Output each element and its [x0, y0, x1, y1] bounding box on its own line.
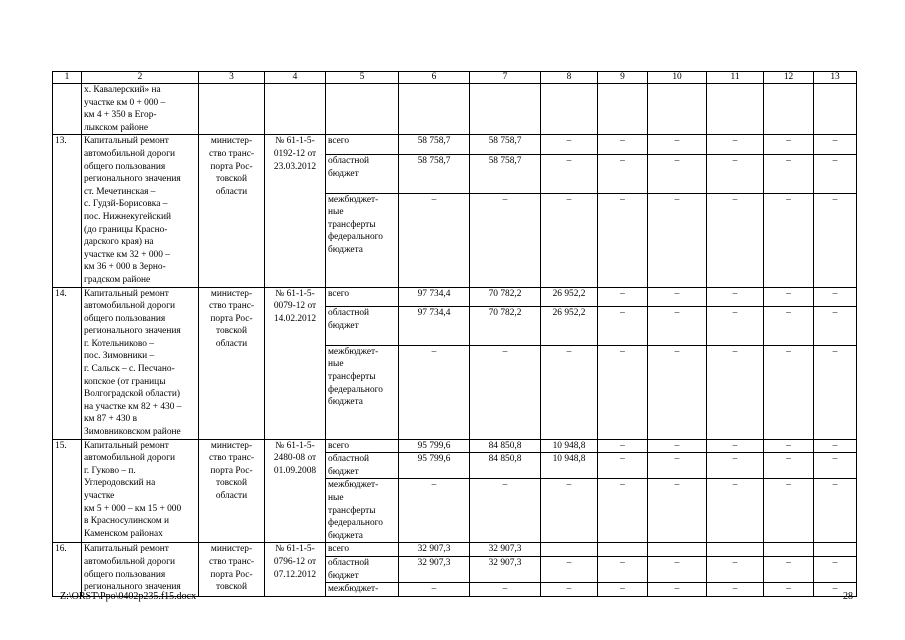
amount-cell: 84 850,8 [470, 439, 541, 453]
cell-empty [265, 84, 326, 135]
amount-cell: – [707, 453, 764, 479]
amount-cell: – [814, 135, 857, 155]
table-row [53, 287, 857, 307]
amount-cell: – [598, 479, 648, 543]
amount-cell: – [399, 345, 470, 439]
funding-source: областной бюджет [326, 155, 399, 193]
amount-cell: – [764, 155, 814, 193]
amount-cell: – [541, 135, 598, 155]
amount-cell: – [707, 556, 764, 582]
amount-cell: – [541, 583, 598, 597]
funding-source: межбюджет- ные трансферты федерального бюджета [326, 345, 399, 439]
cell-empty [648, 84, 707, 135]
amount-cell: – [598, 345, 648, 439]
cell-empty [199, 84, 265, 135]
table-row [53, 135, 857, 155]
funding-source: всего [326, 287, 399, 307]
amount-cell [764, 543, 814, 557]
amount-cell: – [648, 439, 707, 453]
col-header: 4 [265, 72, 326, 84]
amount-cell: – [648, 453, 707, 479]
cell-empty [399, 84, 470, 135]
row-number: 14. [53, 287, 82, 439]
amount-cell: – [598, 453, 648, 479]
table-body [53, 72, 857, 597]
amount-cell [814, 543, 857, 557]
amount-cell: – [814, 287, 857, 307]
file-path: Z:\ORST\Ppo\0402p235.f15.docx [60, 591, 197, 602]
row-number: 15. [53, 439, 82, 543]
amount-cell: – [814, 556, 857, 582]
amount-cell: – [541, 155, 598, 193]
amount-cell: 58 758,7 [399, 155, 470, 193]
funding-source: областной бюджет [326, 556, 399, 582]
amount-cell: – [814, 453, 857, 479]
amount-cell: – [764, 193, 814, 287]
col-header: 7 [470, 72, 541, 84]
amount-cell: – [764, 556, 814, 582]
amount-cell: – [648, 479, 707, 543]
amount-cell: – [648, 155, 707, 193]
amount-cell: – [470, 345, 541, 439]
amount-cell: – [814, 439, 857, 453]
funding-source: межбюджет- [326, 583, 399, 597]
amount-cell: – [814, 307, 857, 345]
amount-cell: – [648, 135, 707, 155]
amount-cell: – [598, 287, 648, 307]
customer: министер- ство транс- порта Рос- товской области [199, 287, 265, 439]
amount-cell: 58 758,7 [470, 135, 541, 155]
amount-cell: 26 952,2 [541, 307, 598, 345]
amount-cell: – [707, 307, 764, 345]
col-header: 3 [199, 72, 265, 84]
amount-cell: – [707, 287, 764, 307]
amount-cell: 95 799,6 [399, 453, 470, 479]
cell-object-name: х. Кавалерский» на участке км 0 + 000 – км 4 + 350 в Егор- лыкском районе [82, 84, 199, 135]
funding-source: всего [326, 543, 399, 557]
col-header: 13 [814, 72, 857, 84]
amount-cell: – [707, 439, 764, 453]
object-name: Капитальный ремонт автомобильной дороги общего пользования регионального значения ст. Мечетинская – с. Гудзй-Борисовка – пос. Нижнекугейский (до границы Красно- дарского края) на участке км 32 + 000 – км 36 + 000 в Зерно- градском районе [82, 135, 199, 287]
amount-cell [541, 543, 598, 557]
amount-cell: 84 850,8 [470, 453, 541, 479]
cell-empty [326, 84, 399, 135]
col-header: 12 [764, 72, 814, 84]
col-header: 9 [598, 72, 648, 84]
amount-cell: – [541, 479, 598, 543]
col-header: 6 [399, 72, 470, 84]
funding-source: областной бюджет [326, 307, 399, 345]
amount-cell: – [764, 287, 814, 307]
funding-source: межбюджет- ные трансферты федерального бюджета [326, 479, 399, 543]
amount-cell: – [648, 287, 707, 307]
amount-cell: 10 948,8 [541, 439, 598, 453]
amount-cell: – [648, 307, 707, 345]
customer: министер- ство транс- порта Рос- товской области [199, 135, 265, 287]
funding-source: межбюджет- ные трансферты федерального бюджета [326, 193, 399, 287]
amount-cell: – [648, 583, 707, 597]
funding-source: областной бюджет [326, 453, 399, 479]
approval-document: № 61-1-5- 0796-12 от 07.12.2012 [265, 543, 326, 596]
continuation-row [53, 84, 857, 135]
col-header: 5 [326, 72, 399, 84]
amount-cell: 32 907,3 [470, 556, 541, 582]
amount-cell: – [764, 583, 814, 597]
object-name: Капитальный ремонт автомобильной дороги г. Гуково – п. Углеродовский на участке км 5 + 000 – км 15 + 000 в Красносулинском и Каменском районах [82, 439, 199, 543]
amount-cell: – [764, 439, 814, 453]
amount-cell: – [764, 307, 814, 345]
amount-cell: – [707, 583, 764, 597]
cell-empty [541, 84, 598, 135]
col-header: 2 [82, 72, 199, 84]
amount-cell [707, 543, 764, 557]
amount-cell: – [648, 193, 707, 287]
amount-cell: – [764, 135, 814, 155]
approval-document: № 61-1-5- 2480-08 от 01.09.2008 [265, 439, 326, 543]
object-name: Капитальный ремонт автомобильной дороги общего пользования регионального значения г. Котельниково – пос. Зимовники – г. Сальск – с. Песчано- копское (от границы Волгоградской области) на участке км 82 + 430 – км 87 + 430 в Зимовниковском районе [82, 287, 199, 439]
amount-cell: 97 734,4 [399, 307, 470, 345]
amount-cell: – [707, 479, 764, 543]
amount-cell: 58 758,7 [399, 135, 470, 155]
amount-cell: – [598, 583, 648, 597]
amount-cell: – [598, 135, 648, 155]
amount-cell: – [648, 345, 707, 439]
amount-cell: 32 907,3 [399, 556, 470, 582]
amount-cell [648, 543, 707, 557]
funding-source: всего [326, 439, 399, 453]
amount-cell: – [598, 556, 648, 582]
amount-cell: 32 907,3 [470, 543, 541, 557]
amount-cell: – [814, 345, 857, 439]
amount-cell: 10 948,8 [541, 453, 598, 479]
amount-cell: 58 758,7 [470, 155, 541, 193]
budget-table [52, 71, 857, 597]
amount-cell: – [814, 583, 857, 597]
amount-cell: – [598, 155, 648, 193]
amount-cell: – [541, 345, 598, 439]
approval-document: № 61-1-5- 0192-12 от 23.03.2012 [265, 135, 326, 287]
cell-empty [598, 84, 648, 135]
amount-cell: – [814, 193, 857, 287]
amount-cell: 95 799,6 [399, 439, 470, 453]
col-header: 10 [648, 72, 707, 84]
amount-cell: – [541, 556, 598, 582]
table-row [53, 439, 857, 453]
col-header: 11 [707, 72, 764, 84]
amount-cell [598, 543, 648, 557]
amount-cell: – [598, 307, 648, 345]
amount-cell: 26 952,2 [541, 287, 598, 307]
cell-empty [764, 84, 814, 135]
amount-cell: – [707, 155, 764, 193]
amount-cell: – [707, 345, 764, 439]
cell-empty [707, 84, 764, 135]
table-row [53, 543, 857, 557]
amount-cell: – [470, 479, 541, 543]
amount-cell: – [814, 155, 857, 193]
object-name: Капитальный ремонт автомобильной дороги общего пользования регионального значения [82, 543, 199, 596]
cell-empty [814, 84, 857, 135]
cell-num [53, 84, 82, 135]
cell-empty [470, 84, 541, 135]
amount-cell: – [399, 479, 470, 543]
amount-cell: – [764, 345, 814, 439]
row-number: 13. [53, 135, 82, 287]
page-number: 28 [843, 591, 853, 602]
amount-cell: – [470, 193, 541, 287]
column-number-row [53, 72, 857, 84]
amount-cell: – [399, 583, 470, 597]
amount-cell: – [598, 439, 648, 453]
amount-cell: – [598, 193, 648, 287]
amount-cell: – [470, 583, 541, 597]
amount-cell: 70 782,2 [470, 287, 541, 307]
amount-cell: 97 734,4 [399, 287, 470, 307]
amount-cell: 70 782,2 [470, 307, 541, 345]
amount-cell: – [764, 453, 814, 479]
customer: министер- ство транс- порта Рос- товской области [199, 439, 265, 543]
amount-cell: – [764, 479, 814, 543]
amount-cell: – [707, 193, 764, 287]
col-header: 8 [541, 72, 598, 84]
col-header: 1 [53, 72, 82, 84]
funding-source: всего [326, 135, 399, 155]
approval-document: № 61-1-5- 0079-12 от 14.02.2012 [265, 287, 326, 439]
row-number: 16. [53, 543, 82, 596]
amount-cell: – [707, 135, 764, 155]
amount-cell: 32 907,3 [399, 543, 470, 557]
amount-cell: – [541, 193, 598, 287]
customer: министер- ство транс- порта Рос- товской [199, 543, 265, 596]
amount-cell: – [814, 479, 857, 543]
amount-cell: – [399, 193, 470, 287]
amount-cell: – [648, 556, 707, 582]
